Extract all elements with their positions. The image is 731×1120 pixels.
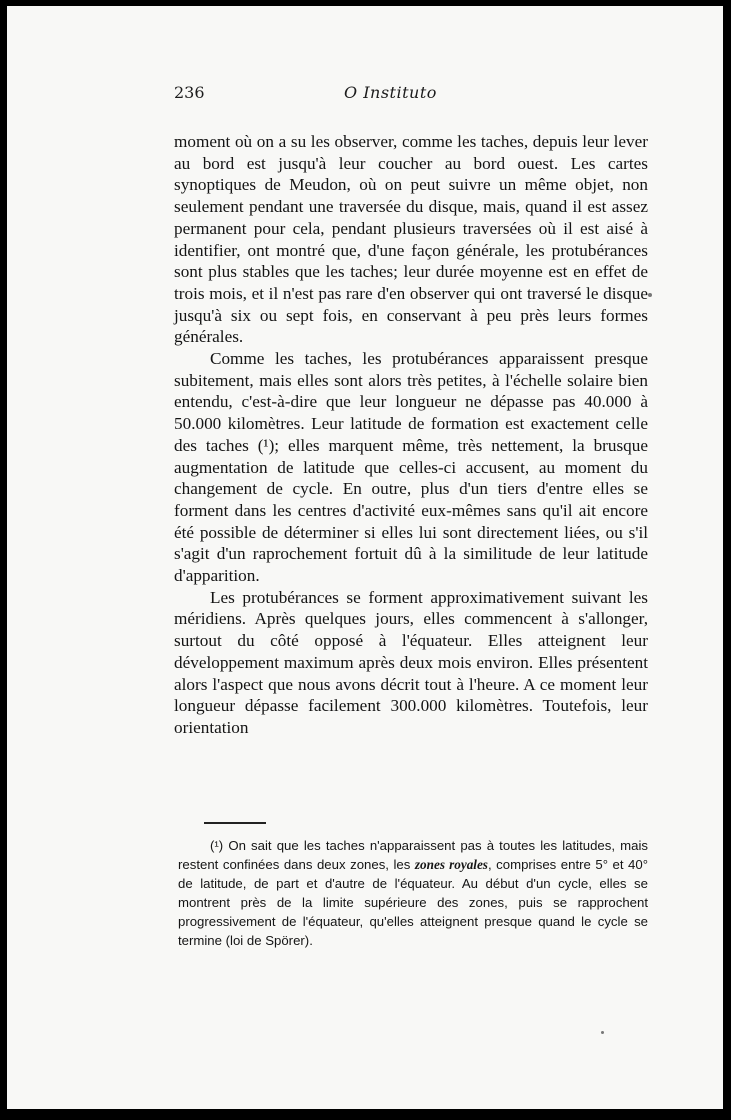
paragraph-1: moment où on a su les observer, comme les taches, depuis leur lever au bord est jusqu'à leur coucher au bord ouest. Les cartes synoptiques de Meudon, où on peut suivre un même objet, non seulement pendant une traversée du disque, mais, quand il est assez permanent pour cela, pendant plusieurs traversées où il est aisé à identifier, ont montré que, d'une façon générale, les protubérances sont plus stables que les taches; leur durée moyenne est en effet de trois mois, et il n'est pas rare d'en observer qui ont traversé le disque jusqu'à six ou sept fois, en conservant à peu près leurs formes générales. — [174, 132, 648, 347]
running-title: O Instituto — [344, 83, 437, 102]
footnote-italic-term: zones royales — [414, 856, 488, 872]
footnote — [178, 837, 648, 950]
page-number: 236 — [174, 83, 205, 102]
footnote-text-before: On sait que les taches n'apparaissent pas à toutes les latitudes, mais restent confinées dans deux zones, les — [178, 838, 648, 872]
paragraph-3: Les protubérances se forment approximativement suivant les méridiens. Après quelques jours, elles commencent à s'allonger, surtout du côté opposé à l'équateur. Elles atteignent leur développement maximum après deux mois environ. Elles présentent alors l'aspect que nous avons décrit tout à l'heure. A ce moment leur longueur dépasse facilement 300.000 kilomètres. Toutefois, leur orientation — [174, 587, 648, 737]
paragraph-2: Comme les taches, les protubérances apparaissent presque subitement, mais elles sont alors très petites, à l'échelle solaire bien entendu, c'est-à-dire que leur longueur ne dépasse pas 40.000 à 50.000 kilomètres. Leur latitude de formation est exactement celle des taches (¹); elles marquent même, très nettement, la brusque augmentation de latitude que celles-ci accusent, au moment du changement de cycle. En outre, plus d'un tiers d'entre elles se forment dans les centres d'activité eux-mêmes sans qu'il ait encore été possible de déterminer si elles lui sont directement liées, ou s'il s'agit d'un raprochement fortuit dû à la similitude de leur latitude d'apparition. — [174, 349, 648, 586]
body-text — [174, 131, 648, 739]
footnote-text-after: , comprises entre 5° et 40° de latitude, de part et d'autre de l'équateur. Au début d'un cycle, elles se montrent près de la limite supérieure des zones, puis se rapprochent progressivement de l'équateur, qu'elles atteignent presque quand le cycle se termine (loi de Spörer). — [178, 856, 648, 948]
running-header — [174, 79, 648, 105]
page-sheet — [7, 6, 723, 1109]
paper-speck — [648, 293, 652, 297]
paper-speck — [601, 1031, 604, 1034]
footnote-marker: (¹) — [210, 838, 224, 853]
footnote-rule — [204, 822, 266, 824]
